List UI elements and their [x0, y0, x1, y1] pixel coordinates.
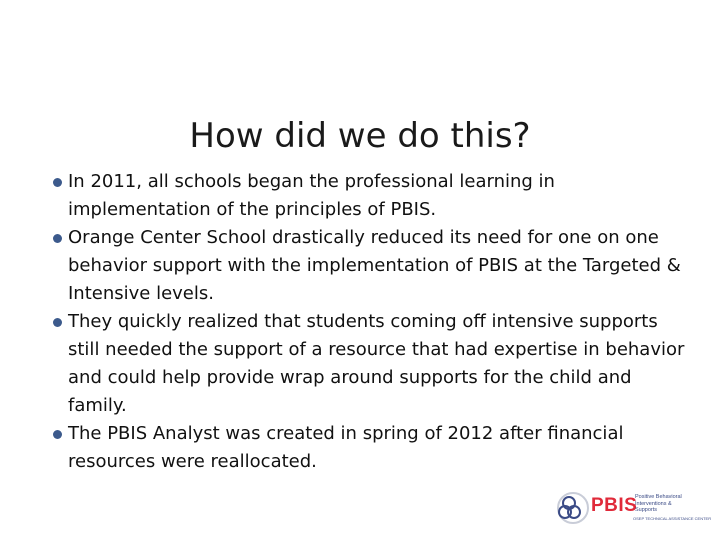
bullet-text: They quickly realized that students coming off intensive supports still needed the support of a resource that had expertise in behavior and could help provide wrap around supports for the child and family.	[68, 311, 685, 416]
logo-tagline: Positive Behavioral Interventions & Supports	[635, 494, 682, 513]
pbis-emblem-icon	[533, 488, 589, 528]
bullet-item	[50, 224, 690, 308]
bullet-dot-icon	[53, 234, 62, 243]
bullet-list	[50, 168, 690, 476]
pbis-logo	[533, 488, 713, 528]
bullet-text: In 2011, all schools began the professional learning in implementation of the principles of PBIS.	[68, 171, 555, 220]
bullet-dot-icon	[53, 178, 62, 187]
bullet-text: Orange Center School drastically reduced its need for one on one behavior support with the implementation of PBIS at the Targeted & Intensive levels.	[68, 227, 681, 304]
logo-wordmark: PBIS	[591, 495, 638, 516]
bullet-item	[50, 420, 690, 476]
bullet-dot-icon	[53, 318, 62, 327]
bullet-dot-icon	[53, 430, 62, 439]
bullet-text: The PBIS Analyst was created in spring of 2012 after financial resources were reallocated.	[68, 423, 624, 472]
bullet-item	[50, 168, 690, 224]
slide-title: How did we do this?	[189, 116, 531, 156]
logo-subline: OSEP TECHNICAL ASSISTANCE CENTER	[633, 516, 712, 521]
bullet-item	[50, 308, 690, 420]
